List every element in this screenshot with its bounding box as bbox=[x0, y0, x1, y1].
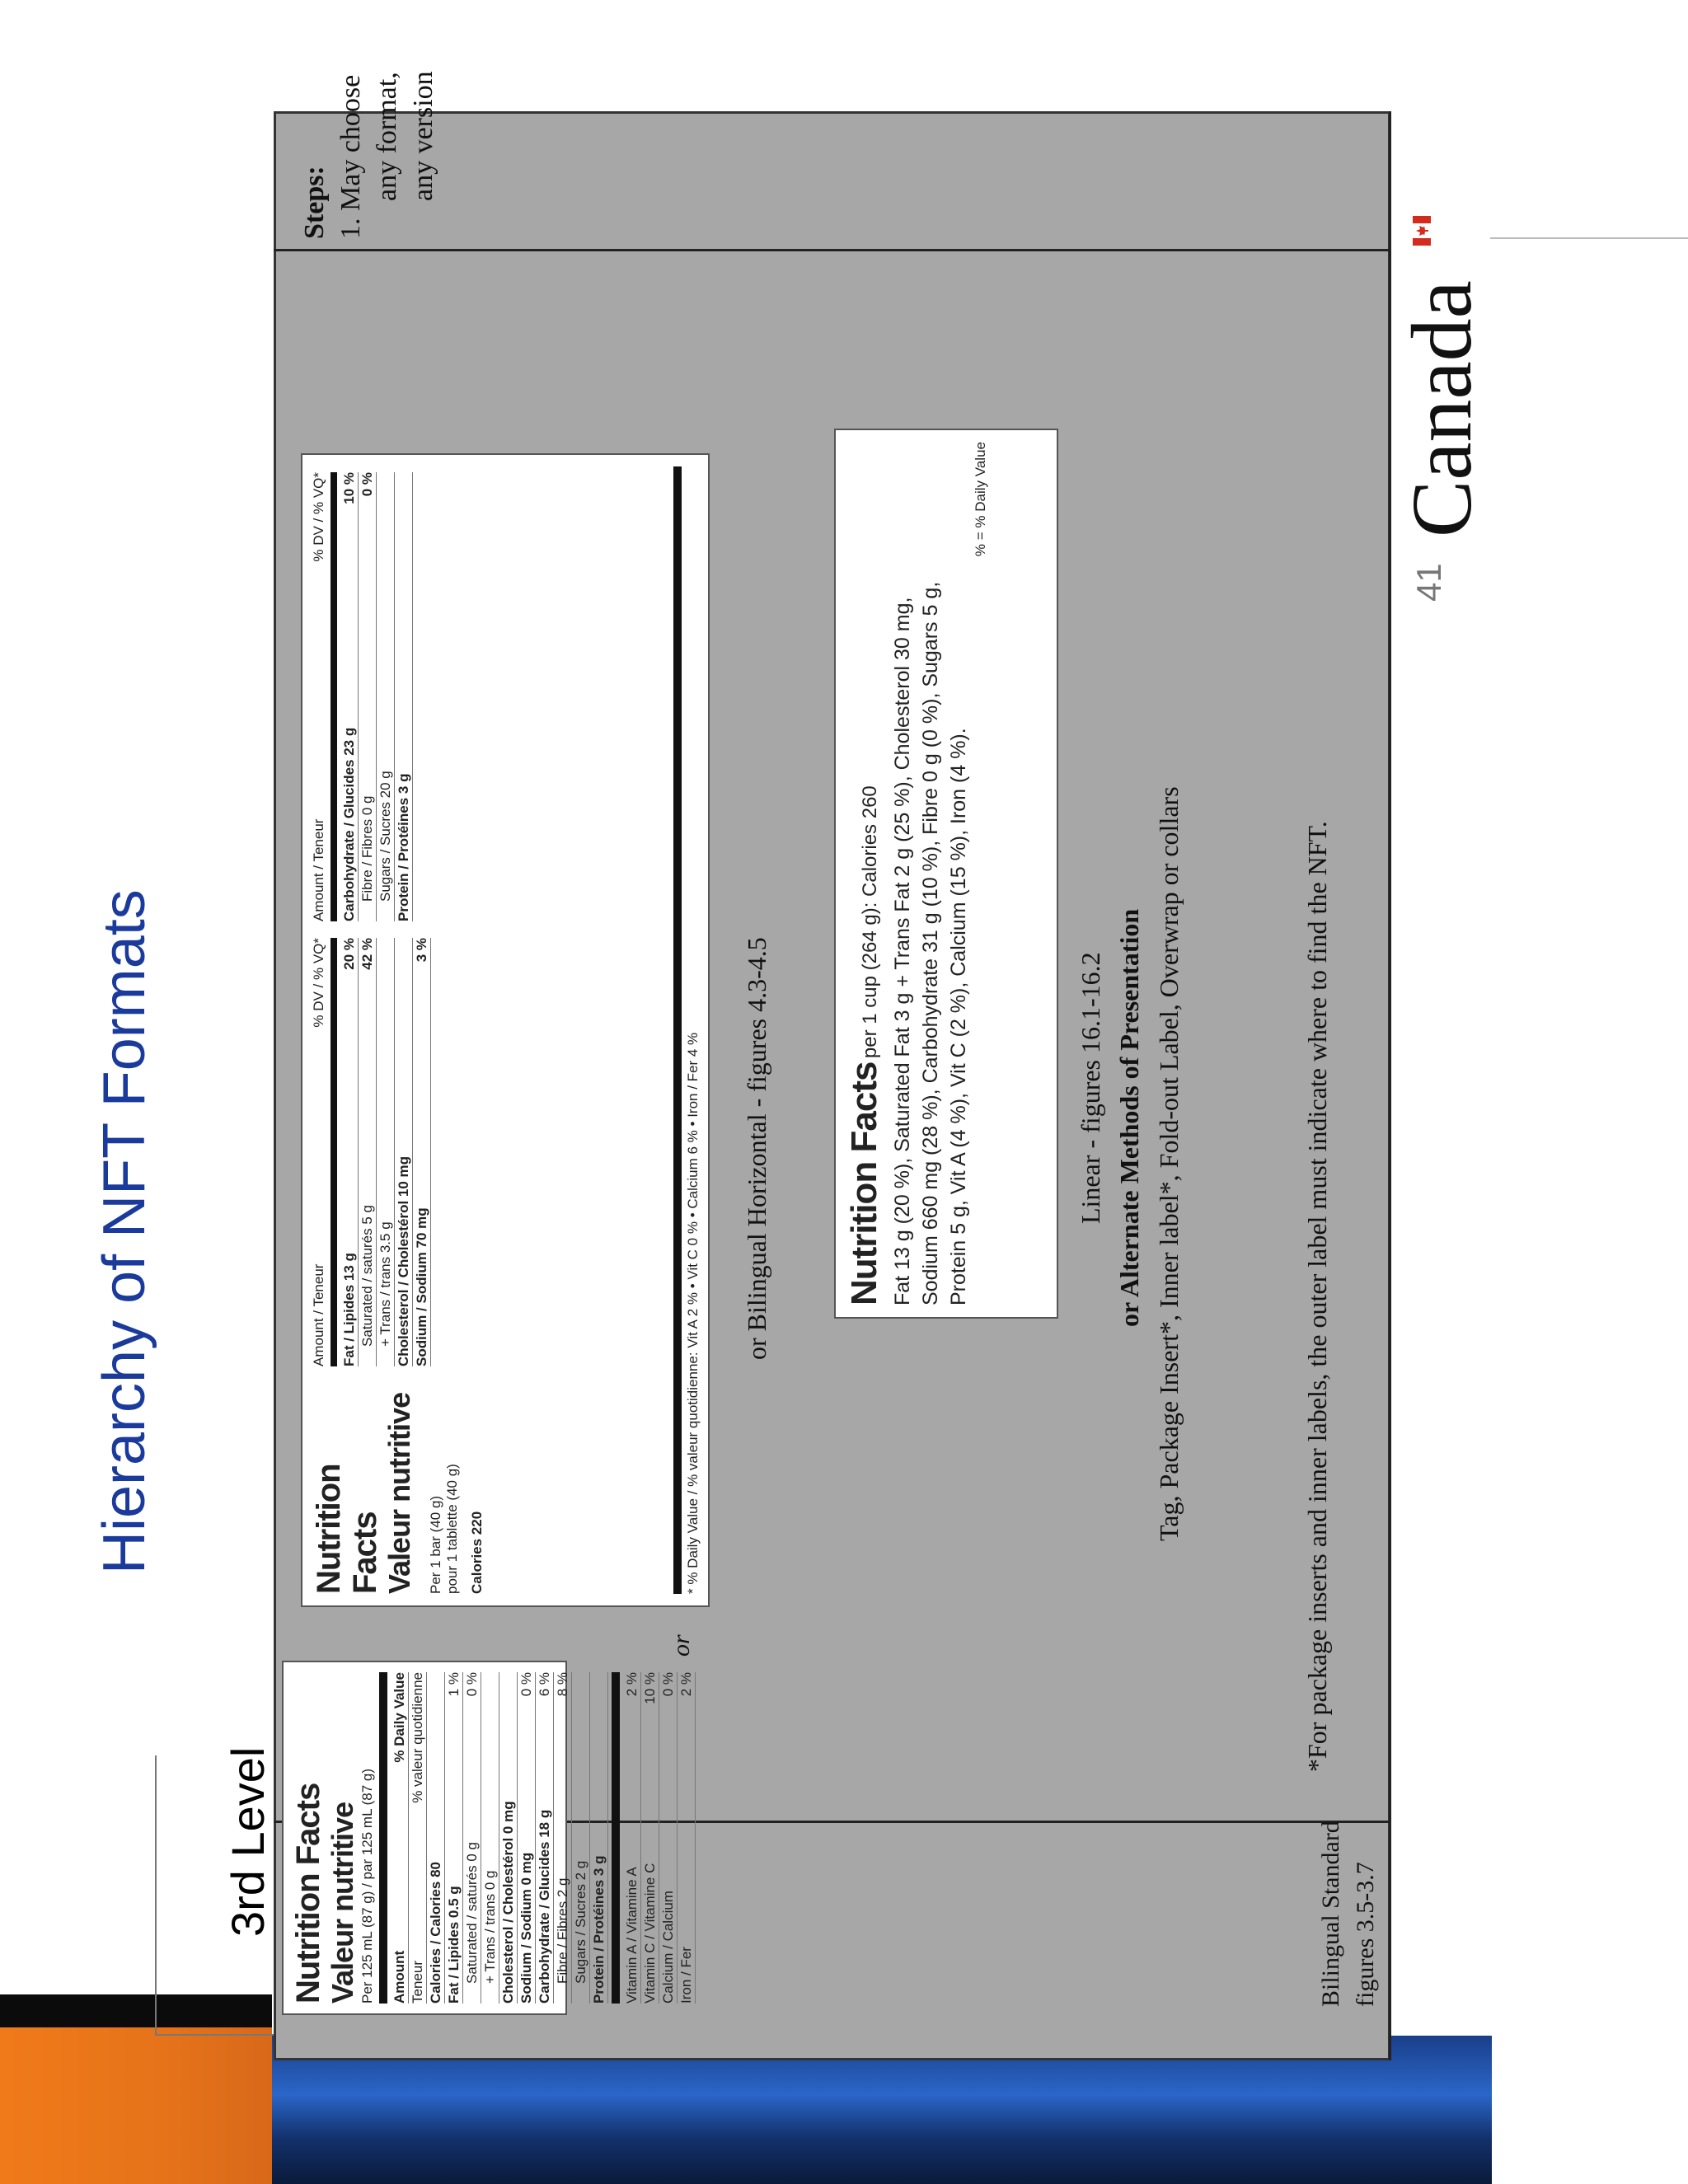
decorative-line bbox=[1490, 237, 1688, 239]
canada-flag-icon bbox=[1413, 216, 1431, 246]
divider-bar bbox=[612, 1672, 620, 2004]
column-header: Teneur bbox=[410, 1961, 425, 2004]
label-title: Nutrition Facts bbox=[311, 1464, 383, 1594]
decorative-line bbox=[155, 2034, 277, 2036]
nutrient-name: Sodium / Sodium 70 mg bbox=[414, 1207, 429, 1366]
standard-caption: Bilingual Standard bbox=[1317, 1821, 1344, 2007]
nutrient-name: Saturated / saturés 0 g bbox=[464, 1842, 480, 1984]
linear-line: Sodium 660 mg (28 %), Carbohydrate 31 g (10 %), Fibre 0 g (0 %), Sugars 5 g, bbox=[919, 581, 942, 1305]
vitamin-name: Iron / Fer bbox=[678, 1947, 694, 2004]
column-header: % DV / % VQ* bbox=[311, 472, 326, 562]
column-header: % DV / % VQ* bbox=[311, 938, 326, 1028]
linear-line: Protein 5 g, Vit A (4 %), Vit C (2 %), Calcium (15 %), Iron (4 %). bbox=[947, 728, 970, 1305]
vitamin-dv: 2 % bbox=[624, 1672, 640, 1697]
standard-nutrition-label bbox=[282, 1661, 694, 2015]
decorative-line bbox=[155, 1755, 157, 2036]
nutrient-dv: 20 % bbox=[341, 938, 357, 970]
serving-size: Per 1 bar (40 g) bbox=[428, 1495, 443, 1594]
alternate-methods-caption: or Alternate Methods of Presentation bbox=[1114, 908, 1144, 1327]
panel-divider bbox=[1389, 111, 1391, 2060]
level-heading: 3rd Level bbox=[222, 1746, 274, 1937]
decorative-orange-block bbox=[0, 2027, 272, 2184]
nutrient-name: + Trans / trans 3.5 g bbox=[377, 1221, 393, 1347]
nutrient-dv: 8 % bbox=[555, 1672, 570, 1697]
decorative-black-block bbox=[0, 1994, 272, 2027]
column-header: % valeur quotidienne bbox=[410, 1672, 425, 1803]
label-subtitle: Valeur nutritive bbox=[382, 1392, 416, 1594]
nutrient-name: Protein / Protéines 3 g bbox=[396, 773, 411, 921]
nutrient-name: Sugars / Sucres 2 g bbox=[573, 1860, 588, 1984]
nutrient-name: Saturated / saturés 5 g bbox=[359, 1205, 375, 1347]
vitamin-name: Calcium / Calcium bbox=[660, 1891, 676, 2004]
vitamin-name: Vitamin C / Vitamine C bbox=[642, 1863, 658, 2004]
linear-nutrition-label bbox=[834, 429, 1058, 1319]
calories-row: Calories / Calories 80 bbox=[428, 1862, 443, 2004]
nutrient-name: Fat / Lipides 0.5 g bbox=[446, 1886, 462, 2004]
nutrient-name: Carbohydrate / Glucides 18 g bbox=[537, 1809, 552, 2004]
nutrient-name: Carbohydrate / Glucides 23 g bbox=[341, 727, 357, 921]
linear-line: Fat 13 g (20 %), Saturated Fat 3 g + Trans Fat 2 g (25 %), Cholesterol 30 mg, bbox=[891, 597, 914, 1305]
page-number: 41 bbox=[1409, 563, 1448, 602]
step-item: any format, bbox=[372, 72, 402, 201]
panel-divider bbox=[274, 249, 1390, 251]
daily-value-footer: * % Daily Value / % valeur quotidienne: Vit A 2 % • Vit C 0 % • Calcium 6 % • Iron / Fer 4 % bbox=[673, 466, 701, 1594]
serving-size: Per 125 mL (87 g) / par 125 mL (87 g) bbox=[359, 1768, 375, 2004]
standard-caption-figures: figures 3.5-3.7 bbox=[1352, 1862, 1379, 2007]
steps-box bbox=[297, 71, 442, 239]
nutrient-dv: 0 % bbox=[518, 1672, 534, 1697]
column-header: % Daily Value bbox=[392, 1672, 407, 1763]
vitamin-dv: 0 % bbox=[660, 1672, 676, 1697]
column-header: Amount / Teneur bbox=[311, 818, 326, 921]
label-title: Nutrition Facts bbox=[290, 1783, 326, 2004]
vitamin-dv: 10 % bbox=[642, 1672, 658, 1704]
nutrient-name: Cholesterol / Cholestérol 10 mg bbox=[396, 1155, 411, 1366]
serving-size-fr: pour 1 tablette (40 g) bbox=[444, 1464, 460, 1594]
canada-wordmark: Canada bbox=[1395, 280, 1489, 537]
horizontal-label-title-block bbox=[311, 1380, 485, 1594]
nutrient-dv: 10 % bbox=[341, 472, 357, 504]
horizontal-label-column bbox=[311, 938, 431, 1366]
nutrient-dv: 0 % bbox=[464, 1672, 480, 1697]
serving-size: per 1 cup (264 g): Calories 260 bbox=[859, 785, 881, 1059]
tag-caption: Tag, Package Insert*, Inner label*, Fold-out Label, Overwrap or collars bbox=[1154, 786, 1184, 1541]
horizontal-label-column bbox=[311, 472, 413, 921]
nutrient-name: Fibre / Fibres 0 g bbox=[359, 795, 375, 902]
vitamin-dv: 2 % bbox=[678, 1672, 694, 1697]
nutrient-name: Fibre / Fibres 2 g bbox=[555, 1877, 570, 1984]
nutrient-dv: 42 % bbox=[359, 938, 375, 970]
calories-row: Calories 220 bbox=[469, 1511, 485, 1594]
nutrient-dv: 1 % bbox=[446, 1672, 462, 1697]
step-item: 1. May choose bbox=[335, 74, 366, 239]
label-subtitle: Valeur nutritive bbox=[326, 1802, 359, 2004]
nutrient-name: Sodium / Sodium 0 mg bbox=[518, 1852, 534, 2004]
nutrient-dv: 6 % bbox=[537, 1672, 552, 1697]
nutrient-name: Protein / Protéines 3 g bbox=[591, 1855, 607, 2004]
divider-bar bbox=[379, 1672, 387, 2004]
nutrient-name: Cholesterol / Cholestérol 0 mg bbox=[500, 1801, 516, 2004]
nutrient-dv: 0 % bbox=[359, 472, 375, 497]
nutrient-name: Fat / Lipides 13 g bbox=[341, 1253, 357, 1366]
step-item: any version bbox=[408, 71, 438, 201]
horizontal-caption: or Bilingual Horizontal - figures 4.3-4.5 bbox=[742, 937, 771, 1360]
footnote: *For package inserts and inner labels, the outer label must indicate where to find the NFT. bbox=[1302, 821, 1332, 1772]
slide-title: Hierarchy of NFT Formats bbox=[91, 889, 157, 1574]
or-connector: or bbox=[668, 1634, 695, 1657]
linear-footnote: % = % Daily Value bbox=[973, 442, 988, 557]
column-header: Amount / Teneur bbox=[311, 1263, 326, 1366]
column-header: Amount bbox=[392, 1950, 407, 2004]
horizontal-nutrition-label bbox=[301, 453, 710, 1607]
steps-heading: Steps: bbox=[299, 166, 330, 239]
linear-label-body bbox=[889, 442, 973, 1305]
vitamin-name: Vitamin A / Vitamine A bbox=[624, 1867, 640, 2004]
linear-caption: Linear - figures 16.1-16.2 bbox=[1076, 952, 1105, 1224]
nutrient-name: + Trans / trans 0 g bbox=[482, 1870, 498, 1984]
nutrient-name: Sugars / Sucres 20 g bbox=[377, 771, 393, 902]
nutrient-dv: 3 % bbox=[414, 938, 429, 963]
label-title: Nutrition Facts bbox=[844, 1062, 884, 1305]
